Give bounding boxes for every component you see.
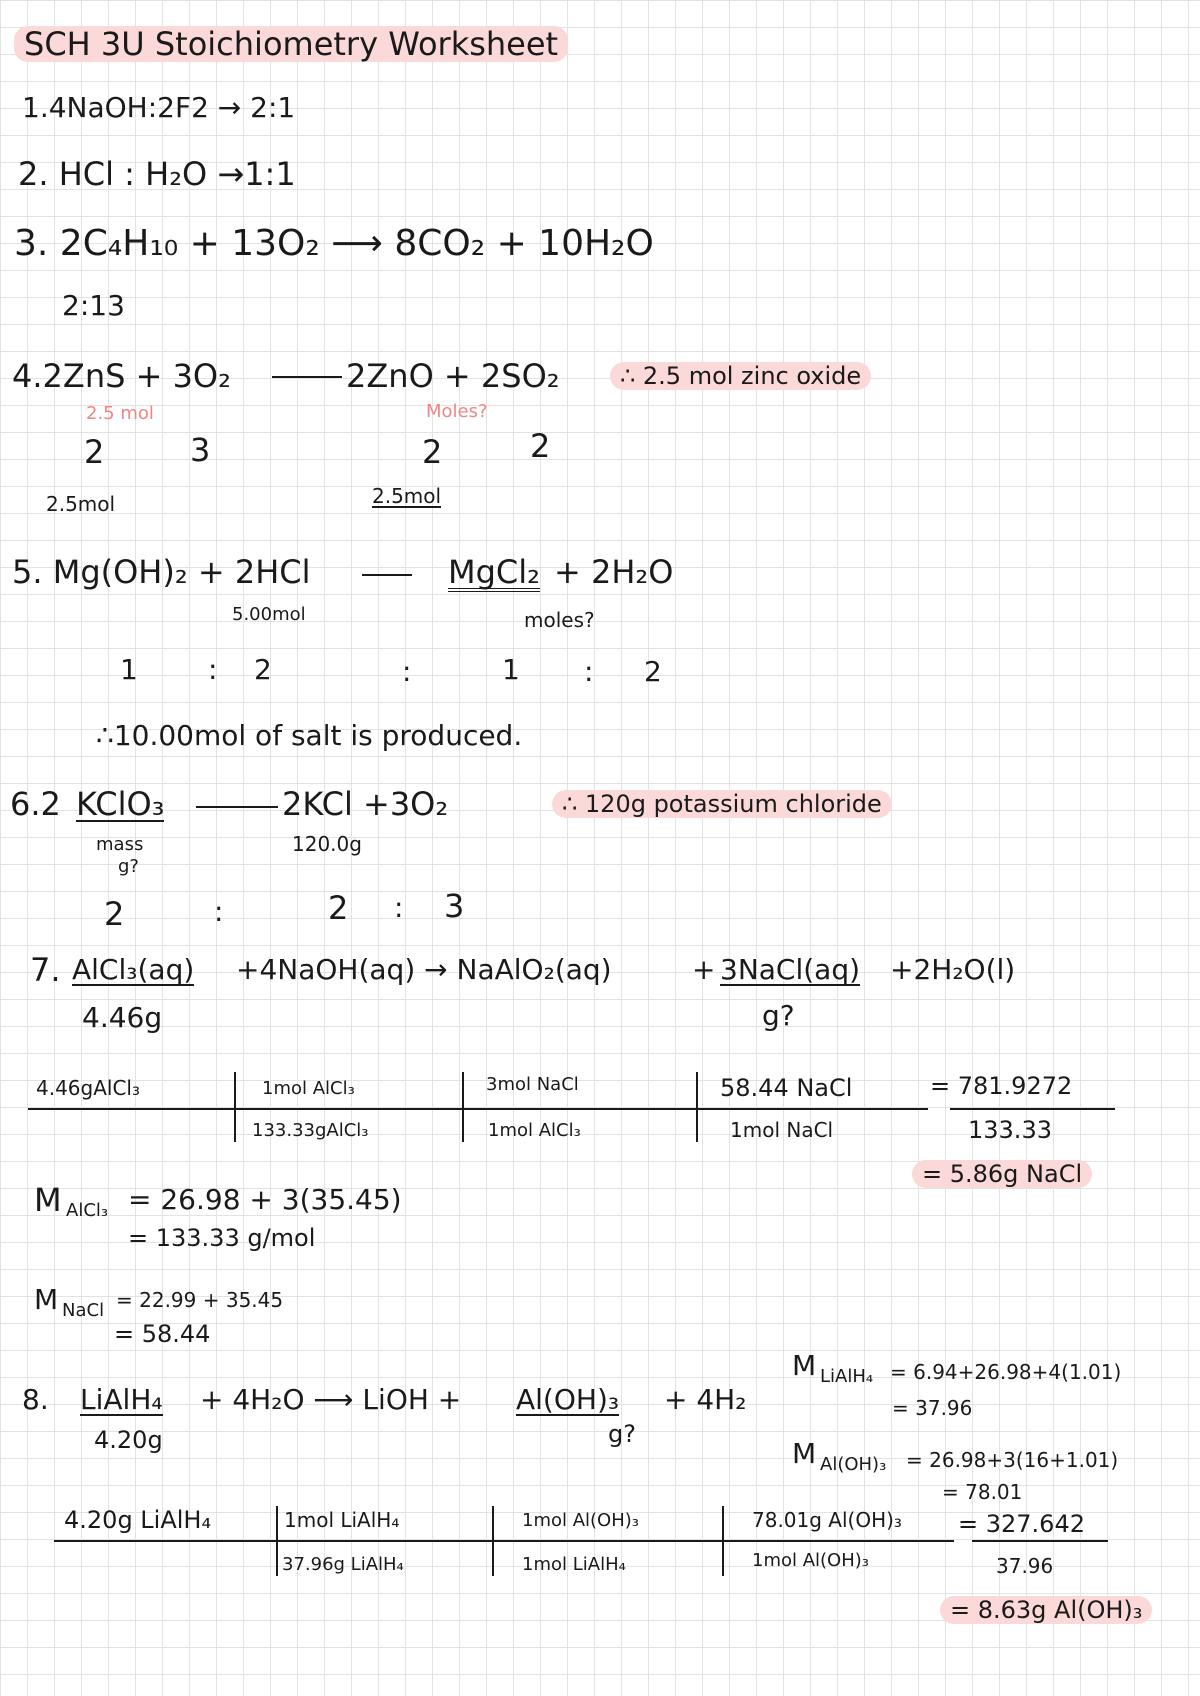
conversion-term: 4.20g LiAlH₄ [64,1506,212,1534]
fraction-bar [950,1108,1115,1110]
ratio-4: 2 [644,655,662,688]
molar-mass-symbol: M [34,1283,59,1316]
question-4-given: 2.5mol [46,492,116,516]
question-6-given: 120.0g [292,832,362,856]
question-7-ask: g? [762,999,795,1032]
molar-mass-calc: = 6.94+26.98+4(1.01) [890,1360,1122,1384]
conversion-term: 1mol AlCl₃ [262,1078,355,1099]
conversion-term: 3mol NaCl [486,1074,579,1095]
conversion-term: 4.46gAlCl₃ [36,1076,141,1100]
conversion-term: 37.96g LiAlH₄ [282,1554,404,1575]
question-5-target: MgCl₂ [448,553,540,591]
question-1: 1.4NaOH:2F2 → 2:1 [22,91,296,124]
ratio-2: 2 [328,889,349,927]
ratio-colon: : [214,895,224,928]
coef-2: 3 [190,431,211,469]
conversion-divider [722,1506,724,1576]
molar-mass-subscript: AlCl₃ [66,1200,109,1221]
question-8-given: 4.20g [94,1426,163,1454]
reaction-arrow [272,376,342,378]
ratio-colon: : [394,891,404,924]
conversion-term: 1mol Al(OH)₃ [752,1550,869,1571]
question-5-right: + 2H₂O [554,553,674,591]
question-5-given: 5.00mol [232,604,306,625]
question-7-given: 4.46g [82,1001,163,1034]
molar-mass-subscript: Al(OH)₃ [820,1454,887,1475]
question-8-target: Al(OH)₃ [516,1383,620,1416]
molar-mass-result: = 37.96 [892,1396,973,1420]
molar-mass-symbol: M [34,1181,62,1219]
question-7-target: 3NaCl(aq) [720,953,861,986]
conversion-divider [696,1072,698,1142]
question-5-ask: moles? [524,608,595,632]
question-6-number: 6.2 [10,785,61,823]
question-3-ratio: 2:13 [62,289,125,322]
conversion-line [54,1540,954,1542]
molar-mass-result: = 58.44 [114,1320,211,1348]
question-7-middle: +4NaOH(aq) → NaAlO₂(aq) [236,953,612,986]
question-8-answer: = 8.63g Al(OH)₃ [940,1596,1152,1624]
molar-mass-result: = 78.01 [942,1480,1023,1504]
fraction-denominator: 133.33 [968,1116,1052,1144]
question-8-ask: g? [608,1420,636,1448]
question-3-equation: 3. 2C₄H₁₀ + 13O₂ ⟶ 8CO₂ + 10H₂O [14,223,654,264]
question-2: 2. HCl : H₂O →1:1 [18,155,296,193]
question-5-left: 5. Mg(OH)₂ + 2HCl [12,553,311,591]
ratio-colon: : [208,653,218,686]
question-4-answer: ∴ 2.5 mol zinc oxide [610,362,871,390]
coef-3: 2 [422,433,443,471]
conversion-term: 1mol Al(OH)₃ [522,1510,639,1531]
conversion-divider [492,1506,494,1576]
fraction-numerator: = 327.642 [958,1510,1085,1538]
coef-1: 2 [84,433,105,471]
question-4-given-note: 2.5 mol [86,403,154,424]
conversion-term: 78.01g Al(OH)₃ [752,1508,902,1532]
question-7-right: +2H₂O(l) [890,953,1016,986]
fraction-numerator: = 781.9272 [930,1072,1073,1100]
conversion-term: 133.33gAlCl₃ [252,1120,369,1141]
question-8-given-compound: LiAlH₄ [80,1383,163,1416]
molar-mass-calc: = 26.98 + 3(35.45) [128,1183,402,1216]
ratio-1: 2 [104,895,125,933]
question-6-answer: ∴ 120g potassium chloride [552,790,892,818]
ratio-3: 1 [502,653,520,686]
question-7-number: 7. [30,951,61,989]
question-7-plus: + [692,953,716,986]
molar-mass-subscript: LiAlH₄ [820,1366,874,1387]
question-8-middle: + 4H₂O ⟶ LiOH + [200,1383,462,1416]
question-6-target: KClO₃ [76,785,165,823]
question-7-answer: = 5.86g NaCl [912,1160,1092,1188]
ratio-2: 2 [254,653,272,686]
question-4-result: 2.5mol [372,484,442,508]
question-8-number: 8. [22,1383,49,1416]
conversion-term: 58.44 NaCl [720,1074,853,1102]
molar-mass-calc: = 22.99 + 35.45 [116,1288,284,1312]
molar-mass-subscript: NaCl [62,1300,105,1321]
conversion-term: 1mol AlCl₃ [488,1120,581,1141]
conversion-line [28,1108,928,1110]
fraction-denominator: 37.96 [996,1554,1054,1578]
ratio-colon: : [402,655,412,688]
question-4-left: 4.2ZnS + 3O₂ [12,357,231,395]
coef-4: 2 [530,427,551,465]
conversion-term: 1mol LiAlH₄ [284,1508,400,1532]
question-7-given-compound: AlCl₃(aq) [72,953,195,986]
question-8-right: + 4H₂ [664,1383,747,1416]
ratio-1: 1 [120,653,138,686]
reaction-arrow [362,574,412,576]
fraction-bar [972,1540,1108,1542]
molar-mass-symbol: M [792,1437,817,1470]
reaction-arrow [196,806,278,808]
conversion-divider [276,1506,278,1576]
question-6-right: 2KCl +3O₂ [282,785,449,823]
conversion-divider [462,1072,464,1142]
molar-mass-result: = 133.33 g/mol [128,1224,316,1252]
ratio-colon: : [584,655,594,688]
question-6-mass-label: mass [96,834,144,855]
molar-mass-calc: = 26.98+3(16+1.01) [906,1448,1119,1472]
conversion-divider [234,1072,236,1142]
question-4-right: 2ZnO + 2SO₂ [346,357,560,395]
molar-mass-symbol: M [792,1349,817,1382]
ratio-3: 3 [444,887,465,925]
question-4-ask-note: Moles? [426,401,488,422]
question-6-ask: g? [118,856,139,877]
conversion-term: 1mol NaCl [730,1118,834,1142]
question-5-answer: ∴10.00mol of salt is produced. [96,719,523,752]
conversion-term: 1mol LiAlH₄ [522,1554,626,1575]
page-title: SCH 3U Stoichiometry Worksheet [14,26,568,62]
